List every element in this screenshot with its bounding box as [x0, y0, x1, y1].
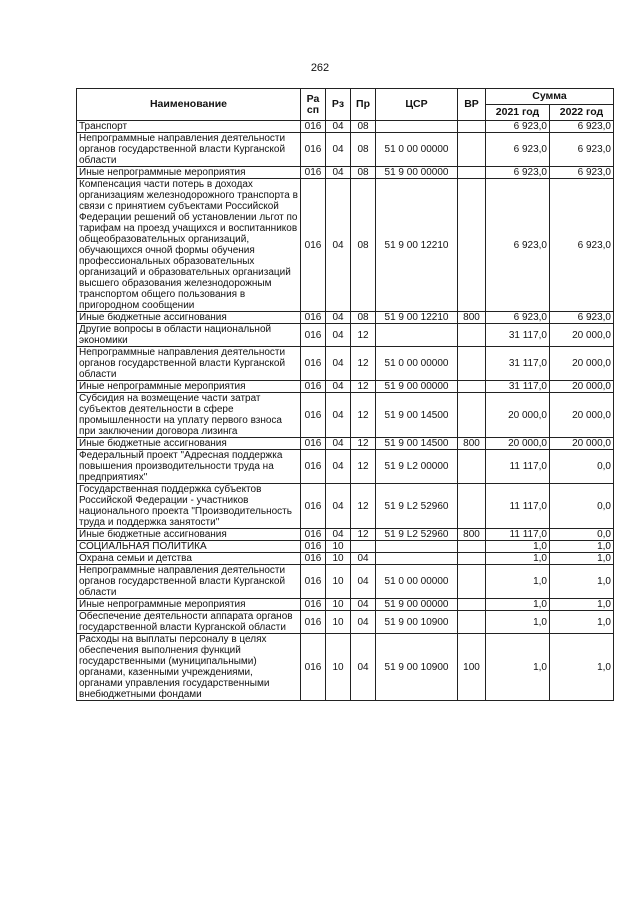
- cell-vr: [458, 450, 486, 484]
- table-row: [77, 529, 614, 541]
- cell-name: Государственная поддержка субъектов Российской Федерации - участников национального проекта "Производительность труда и поддержка занятости": [77, 484, 301, 529]
- cell-vr: [458, 167, 486, 179]
- cell-csr: 51 0 00 00000: [376, 565, 458, 599]
- table-row: [77, 565, 614, 599]
- cell-ra: 016: [301, 393, 326, 438]
- cell-rz: 04: [326, 484, 351, 529]
- table-row: [77, 324, 614, 347]
- cell-rz: 04: [326, 179, 351, 312]
- cell-ra: 016: [301, 167, 326, 179]
- cell-v2021: 11 117,0: [486, 529, 550, 541]
- cell-ra: 016: [301, 484, 326, 529]
- cell-pr: 08: [351, 133, 376, 167]
- table-row: [77, 347, 614, 381]
- cell-v2022: 0,0: [550, 529, 614, 541]
- cell-v2021: 31 117,0: [486, 324, 550, 347]
- cell-vr: [458, 179, 486, 312]
- cell-v2021: 6 923,0: [486, 167, 550, 179]
- cell-rz: 04: [326, 438, 351, 450]
- cell-v2022: 6 923,0: [550, 133, 614, 167]
- cell-v2022: 6 923,0: [550, 312, 614, 324]
- cell-csr: 51 9 L2 00000: [376, 450, 458, 484]
- table-row: [77, 438, 614, 450]
- table-row: [77, 167, 614, 179]
- cell-ra: 016: [301, 179, 326, 312]
- cell-ra: 016: [301, 450, 326, 484]
- table-row: [77, 553, 614, 565]
- cell-name: Субсидия на возмещение части затрат субъектов деятельности в сфере промышленности на уплату первого взноса при заключении договора лизинга: [77, 393, 301, 438]
- cell-name: Иные бюджетные ассигнования: [77, 529, 301, 541]
- budget-table: [76, 88, 614, 701]
- cell-v2021: 1,0: [486, 634, 550, 701]
- cell-v2021: 6 923,0: [486, 312, 550, 324]
- cell-pr: 04: [351, 553, 376, 565]
- cell-ra: 016: [301, 529, 326, 541]
- cell-name: Иные бюджетные ассигнования: [77, 312, 301, 324]
- cell-csr: 51 0 00 00000: [376, 133, 458, 167]
- cell-v2022: 20 000,0: [550, 438, 614, 450]
- cell-v2022: 0,0: [550, 484, 614, 529]
- cell-pr: 12: [351, 438, 376, 450]
- cell-rz: 04: [326, 133, 351, 167]
- header-csr: ЦСР: [376, 89, 458, 121]
- cell-rz: 04: [326, 121, 351, 133]
- cell-csr: 51 9 00 00000: [376, 381, 458, 393]
- cell-rz: 04: [326, 529, 351, 541]
- cell-pr: 12: [351, 450, 376, 484]
- cell-v2022: 6 923,0: [550, 179, 614, 312]
- header-sum: Сумма: [486, 89, 614, 105]
- cell-rz: 04: [326, 312, 351, 324]
- cell-v2021: 20 000,0: [486, 438, 550, 450]
- cell-csr: 51 0 00 00000: [376, 347, 458, 381]
- cell-csr: 51 9 00 00000: [376, 599, 458, 611]
- cell-v2021: 1,0: [486, 541, 550, 553]
- cell-vr: 100: [458, 634, 486, 701]
- cell-v2022: 6 923,0: [550, 121, 614, 133]
- cell-ra: 016: [301, 381, 326, 393]
- header-vr: ВР: [458, 89, 486, 121]
- cell-name: Охрана семьи и детства: [77, 553, 301, 565]
- cell-rz: 04: [326, 347, 351, 381]
- cell-vr: [458, 611, 486, 634]
- cell-csr: 51 9 00 10900: [376, 611, 458, 634]
- cell-name: Иные непрограммные мероприятия: [77, 599, 301, 611]
- cell-rz: 04: [326, 393, 351, 438]
- cell-vr: [458, 565, 486, 599]
- page-number: 262: [310, 62, 330, 74]
- cell-rz: 04: [326, 450, 351, 484]
- table-row: [77, 121, 614, 133]
- cell-name: Непрограммные направления деятельности органов государственной власти Курганской области: [77, 565, 301, 599]
- cell-csr: 51 9 00 14500: [376, 393, 458, 438]
- cell-vr: 800: [458, 438, 486, 450]
- cell-pr: 12: [351, 381, 376, 393]
- cell-csr: 51 9 00 14500: [376, 438, 458, 450]
- cell-v2022: 0,0: [550, 450, 614, 484]
- cell-pr: 12: [351, 529, 376, 541]
- cell-rz: 10: [326, 553, 351, 565]
- cell-name: СОЦИАЛЬНАЯ ПОЛИТИКА: [77, 541, 301, 553]
- cell-v2021: 20 000,0: [486, 393, 550, 438]
- cell-ra: 016: [301, 565, 326, 599]
- cell-pr: 04: [351, 565, 376, 599]
- cell-rz: 10: [326, 541, 351, 553]
- cell-csr: 51 9 00 12210: [376, 179, 458, 312]
- cell-ra: 016: [301, 121, 326, 133]
- cell-v2021: 31 117,0: [486, 381, 550, 393]
- cell-pr: 08: [351, 167, 376, 179]
- cell-vr: [458, 541, 486, 553]
- cell-rz: 04: [326, 381, 351, 393]
- cell-vr: [458, 347, 486, 381]
- cell-v2021: 6 923,0: [486, 133, 550, 167]
- cell-ra: 016: [301, 599, 326, 611]
- cell-csr: [376, 541, 458, 553]
- cell-v2022: 20 000,0: [550, 393, 614, 438]
- cell-name: Федеральный проект "Адресная поддержка повышения производительности труда на предприятиях": [77, 450, 301, 484]
- cell-csr: 51 9 00 10900: [376, 634, 458, 701]
- cell-ra: 016: [301, 611, 326, 634]
- table-row: [77, 312, 614, 324]
- cell-vr: [458, 324, 486, 347]
- table-row: [77, 611, 614, 634]
- cell-pr: 12: [351, 484, 376, 529]
- cell-name: Другие вопросы в области национальной экономики: [77, 324, 301, 347]
- cell-rz: 04: [326, 167, 351, 179]
- header-2022: 2022 год: [550, 105, 614, 121]
- cell-name: Транспорт: [77, 121, 301, 133]
- table-row: [77, 541, 614, 553]
- table-row: [77, 393, 614, 438]
- cell-name: Непрограммные направления деятельности органов государственной власти Курганской области: [77, 133, 301, 167]
- cell-v2021: 6 923,0: [486, 121, 550, 133]
- cell-v2021: 6 923,0: [486, 179, 550, 312]
- cell-ra: 016: [301, 324, 326, 347]
- cell-pr: 12: [351, 393, 376, 438]
- cell-v2021: 31 117,0: [486, 347, 550, 381]
- cell-v2021: 11 117,0: [486, 450, 550, 484]
- cell-pr: 04: [351, 611, 376, 634]
- cell-pr: 04: [351, 634, 376, 701]
- cell-vr: 800: [458, 312, 486, 324]
- cell-ra: 016: [301, 438, 326, 450]
- cell-vr: [458, 393, 486, 438]
- cell-v2022: 20 000,0: [550, 324, 614, 347]
- cell-csr: 51 9 L2 52960: [376, 484, 458, 529]
- cell-name: Непрограммные направления деятельности органов государственной власти Курганской области: [77, 347, 301, 381]
- cell-vr: [458, 133, 486, 167]
- header-ra: Ра сп: [301, 89, 326, 121]
- cell-name: Расходы на выплаты персоналу в целях обеспечения выполнения функций государственными (муниципальными) органами, казенными учреждениями, органами управления государственными внебюджетными фондами: [77, 634, 301, 701]
- cell-csr: 51 9 L2 52960: [376, 529, 458, 541]
- cell-v2021: 1,0: [486, 553, 550, 565]
- cell-csr: 51 9 00 12210: [376, 312, 458, 324]
- cell-pr: 08: [351, 312, 376, 324]
- cell-ra: 016: [301, 541, 326, 553]
- cell-csr: [376, 121, 458, 133]
- cell-v2022: 6 923,0: [550, 167, 614, 179]
- header-name: Наименование: [77, 89, 301, 121]
- cell-pr: 12: [351, 324, 376, 347]
- cell-rz: 10: [326, 634, 351, 701]
- cell-pr: 12: [351, 347, 376, 381]
- cell-v2022: 1,0: [550, 565, 614, 599]
- cell-v2022: 1,0: [550, 541, 614, 553]
- cell-v2021: 1,0: [486, 565, 550, 599]
- cell-csr: [376, 324, 458, 347]
- cell-rz: 10: [326, 599, 351, 611]
- cell-csr: [376, 553, 458, 565]
- cell-vr: [458, 599, 486, 611]
- table-row: [77, 599, 614, 611]
- cell-name: Обеспечение деятельности аппарата органов государственной власти Курганской области: [77, 611, 301, 634]
- cell-vr: [458, 381, 486, 393]
- table-row: [77, 133, 614, 167]
- table-row: [77, 634, 614, 701]
- table-row: [77, 381, 614, 393]
- table-row: [77, 179, 614, 312]
- cell-v2022: 1,0: [550, 599, 614, 611]
- cell-rz: 10: [326, 611, 351, 634]
- cell-ra: 016: [301, 312, 326, 324]
- table-row: [77, 450, 614, 484]
- cell-ra: 016: [301, 553, 326, 565]
- cell-pr: [351, 541, 376, 553]
- header-2021: 2021 год: [486, 105, 550, 121]
- cell-ra: 016: [301, 347, 326, 381]
- cell-name: Иные бюджетные ассигнования: [77, 438, 301, 450]
- header-rz: Рз: [326, 89, 351, 121]
- cell-name: Иные непрограммные мероприятия: [77, 167, 301, 179]
- cell-v2022: 20 000,0: [550, 381, 614, 393]
- cell-v2022: 1,0: [550, 634, 614, 701]
- cell-ra: 016: [301, 133, 326, 167]
- cell-pr: 08: [351, 179, 376, 312]
- cell-csr: 51 9 00 00000: [376, 167, 458, 179]
- cell-v2021: 1,0: [486, 599, 550, 611]
- cell-pr: 04: [351, 599, 376, 611]
- cell-vr: [458, 121, 486, 133]
- table-row: [77, 484, 614, 529]
- cell-rz: 10: [326, 565, 351, 599]
- cell-v2021: 11 117,0: [486, 484, 550, 529]
- cell-v2022: 1,0: [550, 553, 614, 565]
- cell-rz: 04: [326, 324, 351, 347]
- cell-vr: [458, 484, 486, 529]
- cell-ra: 016: [301, 634, 326, 701]
- header-pr: Пр: [351, 89, 376, 121]
- cell-v2022: 20 000,0: [550, 347, 614, 381]
- cell-name: Компенсация части потерь в доходах организациям железнодорожного транспорта в связи с принятием субъектами Российской Федерации решений об установлении льгот по тарифам на проезд учащихся и воспитанников общеобразовательных организаций, обучающихся очной формы обучения профессиональных образовательных организаций и образовательных организаций высшего образования железнодорожным транспортом общего пользования в пригородном сообщении: [77, 179, 301, 312]
- cell-v2021: 1,0: [486, 611, 550, 634]
- cell-name: Иные непрограммные мероприятия: [77, 381, 301, 393]
- cell-v2022: 1,0: [550, 611, 614, 634]
- cell-vr: 800: [458, 529, 486, 541]
- cell-vr: [458, 553, 486, 565]
- cell-pr: 08: [351, 121, 376, 133]
